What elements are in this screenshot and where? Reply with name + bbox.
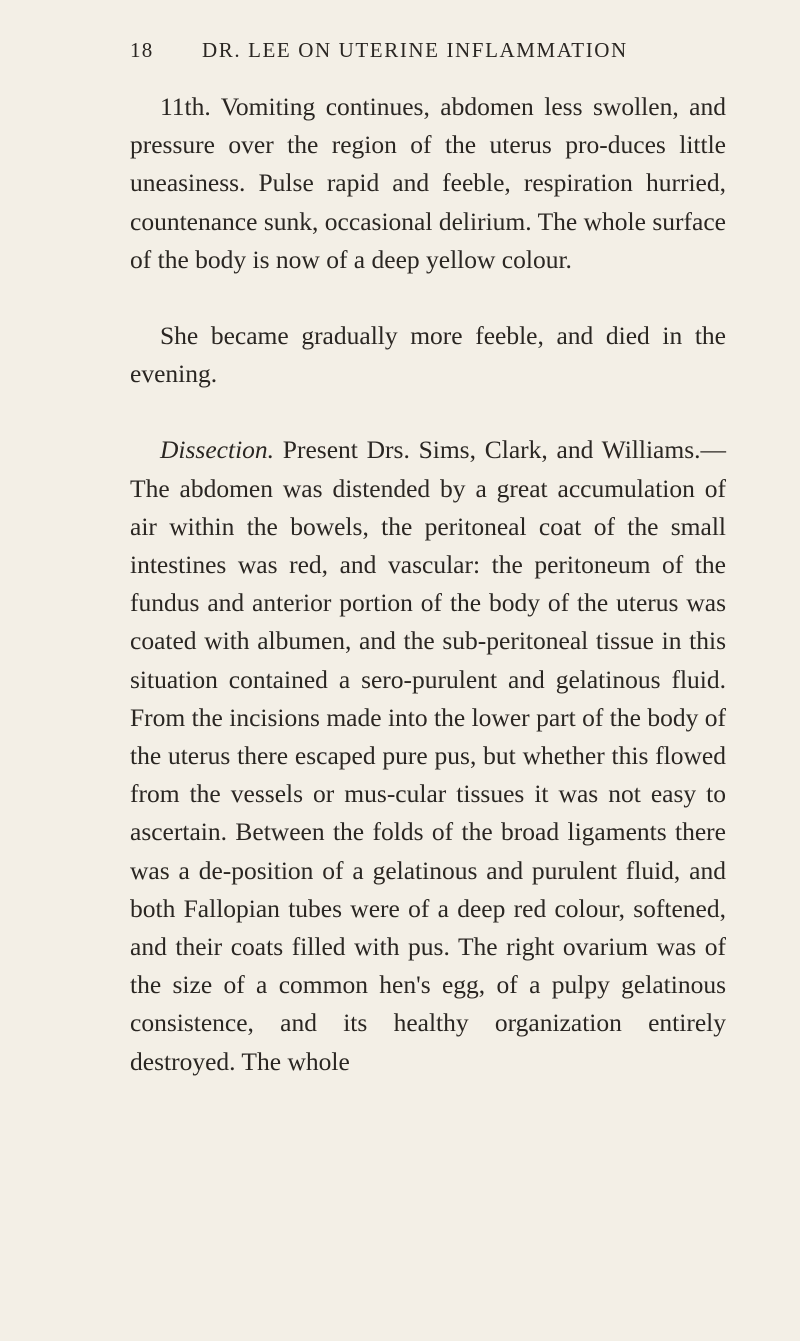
paragraph-text: Present Drs. Sims, Clark, and Williams.—The abdomen was distended by a great accumulation of air within the bowels, the peritoneal coat of the small intestines was red, and vascular: the peritoneum of the fundus and anterior portion of the body of the uterus was coated with albumen, and the sub-peritoneal tissue in this situation contained a sero-purulent and gelatinous fluid. From the incisions made into the lower part of the body of the uterus there escaped pure pus, but whether this flowed from the vessels or mus-cular tissues it was not easy to ascertain. Between the folds of the broad ligaments there was a de-position of a gelatinous and purulent fluid, and both Fallopian tubes were of a deep red colour, softened, and their coats filled with pus. The right ovarium was of the size of a common hen's egg, of a pulpy gelatinous consistence, and its healthy organization entirely destroyed. The whole: [130, 435, 726, 1076]
paragraph-death: [130, 317, 726, 393]
paragraph-text: She became gradually more feeble, and died in the evening.: [130, 321, 726, 389]
paragraph-day-11: [130, 88, 726, 279]
paragraph-lead: Dissection.: [160, 435, 275, 465]
paragraph-dissection: [130, 431, 726, 1080]
body-text: [130, 88, 726, 1081]
page-number: 18: [130, 38, 154, 62]
paragraph-text: 11th. Vomiting continues, abdomen less swollen, and pressure over the region of the uterus pro-duces little uneasiness. Pulse rapid and feeble, respiration hurried, countenance sunk, occasional delirium. The whole surface of the body is now of a deep yellow colour.: [130, 92, 726, 274]
running-title: DR. LEE ON UTERINE INFLAMMATION: [202, 38, 628, 62]
